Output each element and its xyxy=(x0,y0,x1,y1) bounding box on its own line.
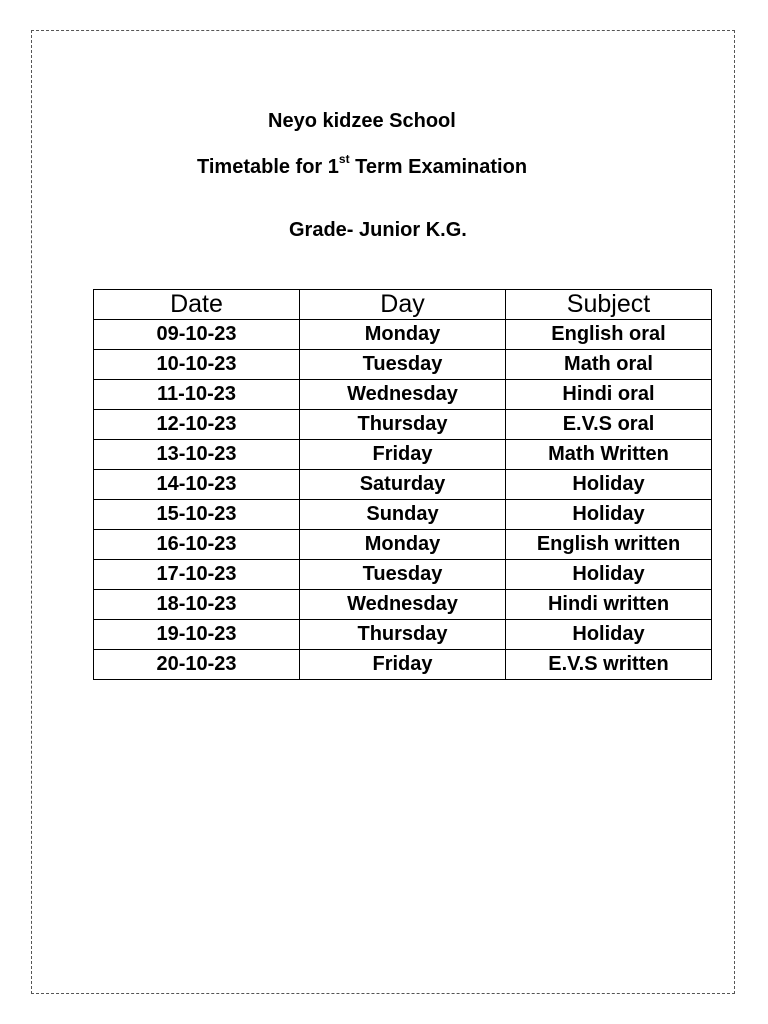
date-cell: 18-10-23 xyxy=(94,590,300,620)
exam-timetable xyxy=(93,289,712,680)
grade-label: Grade- Junior K.G. xyxy=(289,219,467,241)
subject-header: Subject xyxy=(506,290,712,320)
day-cell: Thursday xyxy=(300,410,506,440)
subject-cell: Holiday xyxy=(506,470,712,500)
day-header: Day xyxy=(300,290,506,320)
table-row xyxy=(94,500,712,530)
date-cell: 17-10-23 xyxy=(94,560,300,590)
date-cell: 19-10-23 xyxy=(94,620,300,650)
timetable-body xyxy=(94,320,712,680)
day-cell: Saturday xyxy=(300,470,506,500)
date-cell: 13-10-23 xyxy=(94,440,300,470)
day-cell: Wednesday xyxy=(300,380,506,410)
table-row xyxy=(94,590,712,620)
subject-cell: Math oral xyxy=(506,350,712,380)
table-row xyxy=(94,620,712,650)
day-cell: Tuesday xyxy=(300,560,506,590)
table-row xyxy=(94,440,712,470)
table-row xyxy=(94,350,712,380)
date-cell: 14-10-23 xyxy=(94,470,300,500)
date-cell: 09-10-23 xyxy=(94,320,300,350)
subject-cell: Math Written xyxy=(506,440,712,470)
date-cell: 16-10-23 xyxy=(94,530,300,560)
exam-title-prefix: Timetable for 1 xyxy=(197,156,339,178)
subject-cell: Hindi oral xyxy=(506,380,712,410)
exam-title-suffix: Term Examination xyxy=(349,156,528,178)
subject-cell: E.V.S oral xyxy=(506,410,712,440)
date-cell: 15-10-23 xyxy=(94,500,300,530)
day-cell: Wednesday xyxy=(300,590,506,620)
day-cell: Thursday xyxy=(300,620,506,650)
exam-title-superscript: st xyxy=(338,152,350,167)
subject-cell: Hindi written xyxy=(506,590,712,620)
date-cell: 20-10-23 xyxy=(94,650,300,680)
subject-cell: Holiday xyxy=(506,500,712,530)
subject-cell: English oral xyxy=(506,320,712,350)
date-header: Date xyxy=(94,290,300,320)
date-cell: 11-10-23 xyxy=(94,380,300,410)
subject-cell: Holiday xyxy=(506,620,712,650)
school-name: Neyo kidzee School xyxy=(268,110,456,132)
subject-cell: E.V.S written xyxy=(506,650,712,680)
table-row xyxy=(94,410,712,440)
day-cell: Sunday xyxy=(300,500,506,530)
table-row xyxy=(94,650,712,680)
subject-cell: English written xyxy=(506,530,712,560)
day-cell: Monday xyxy=(300,530,506,560)
day-cell: Tuesday xyxy=(300,350,506,380)
table-row xyxy=(94,530,712,560)
subject-cell: Holiday xyxy=(506,560,712,590)
day-cell: Monday xyxy=(300,320,506,350)
table-header-row xyxy=(94,290,712,320)
table-row xyxy=(94,560,712,590)
day-cell: Friday xyxy=(300,650,506,680)
table-row xyxy=(94,320,712,350)
date-cell: 10-10-23 xyxy=(94,350,300,380)
date-cell: 12-10-23 xyxy=(94,410,300,440)
day-cell: Friday xyxy=(300,440,506,470)
table-row xyxy=(94,380,712,410)
table-row xyxy=(94,470,712,500)
exam-title xyxy=(0,152,768,179)
